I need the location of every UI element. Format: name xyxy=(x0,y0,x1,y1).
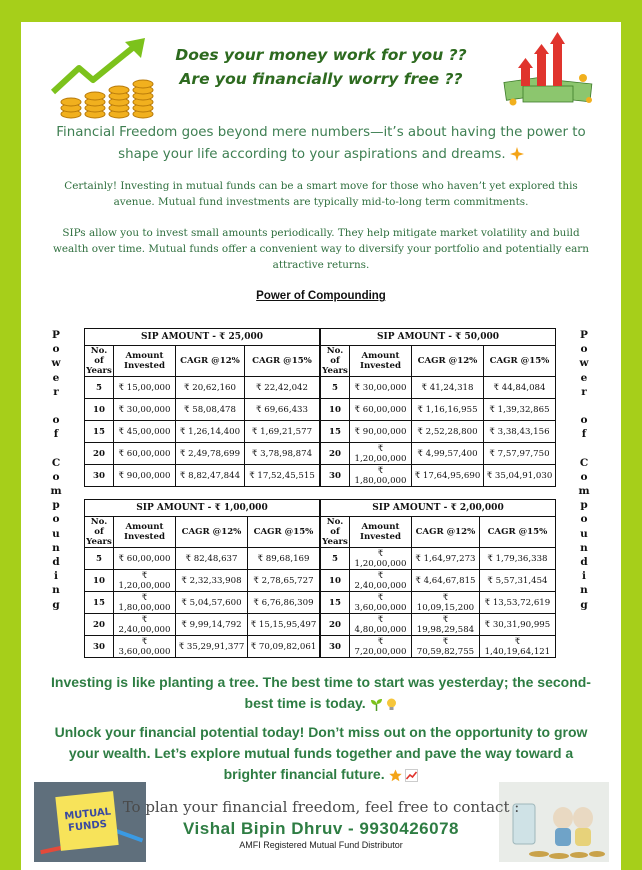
table-row xyxy=(321,636,556,658)
table-cell: ₹ 20,62,160 xyxy=(176,377,245,399)
contact-subtitle: AMFI Registered Mutual Fund Distributor xyxy=(239,840,403,850)
table-cell: ₹ 13,53,72,619 xyxy=(479,592,555,614)
table-row xyxy=(85,548,320,570)
chart-up-icon xyxy=(405,769,418,782)
column-header: Amount Invested xyxy=(350,517,412,548)
vertical-letter: i xyxy=(582,570,586,583)
table-cell: ₹ 44,84,084 xyxy=(484,377,556,399)
table-cell: ₹ 60,00,000 xyxy=(114,548,176,570)
table-cell: ₹ 4,99,57,400 xyxy=(412,443,484,465)
table-cell: ₹ 15,00,000 xyxy=(114,377,176,399)
column-header: CAGR @15% xyxy=(484,346,556,377)
table-row xyxy=(85,443,320,465)
vertical-letter: P xyxy=(580,329,588,341)
vertical-letter: n xyxy=(580,541,588,554)
table-cell: ₹ 30,31,90,995 xyxy=(479,614,555,636)
vertical-letter: o xyxy=(580,414,588,427)
money-chart-icon xyxy=(499,28,599,108)
table-row xyxy=(321,592,556,614)
vertical-letter: m xyxy=(578,485,590,498)
table-cell: ₹ 35,04,91,030 xyxy=(484,465,556,487)
paragraph-2: SIPs allow you to invest small amounts periodically. They help mitigate market volatility and build wealth over time. Mutual funds offer a convenient way to diversify your portfolio and potentially earn attractive returns. xyxy=(53,227,589,271)
table-cell: 10 xyxy=(321,570,350,592)
table-cell: ₹ 70,09,82,061 xyxy=(248,636,320,658)
vertical-letter: d xyxy=(580,556,588,568)
sip-table-3 xyxy=(84,499,320,658)
column-header: CAGR @12% xyxy=(176,346,245,377)
table-cell: 30 xyxy=(321,636,350,658)
table-cell: ₹ 2,40,00,000 xyxy=(350,570,412,592)
headline-line-1: Does your money work for you ?? xyxy=(175,46,467,64)
vertical-letter: o xyxy=(52,470,60,483)
table-cell: 5 xyxy=(321,548,350,570)
seedling-icon xyxy=(370,698,383,711)
table-cell: 30 xyxy=(321,465,350,487)
vertical-letter: P xyxy=(52,329,60,341)
vertical-letter: n xyxy=(52,541,60,554)
vertical-letter: n xyxy=(580,584,588,597)
table-cell: 5 xyxy=(321,377,350,399)
vertical-letter: o xyxy=(580,513,588,526)
table-row xyxy=(321,465,556,487)
table-cell: 20 xyxy=(321,443,350,465)
table-row xyxy=(321,377,556,399)
table-cell: ₹ 5,57,31,454 xyxy=(479,570,555,592)
column-header: CAGR @12% xyxy=(412,517,480,548)
table-header-row xyxy=(85,346,320,377)
table-cell: 10 xyxy=(85,399,114,421)
table-row xyxy=(85,592,320,614)
table-cell: 15 xyxy=(321,421,350,443)
sparkle-icon xyxy=(510,147,524,161)
vertical-letter: o xyxy=(580,470,588,483)
table-cell: ₹ 60,00,000 xyxy=(350,399,412,421)
table-cell: ₹ 5,04,57,600 xyxy=(176,592,248,614)
table-cell: ₹ 9,99,14,792 xyxy=(176,614,248,636)
table-cell: ₹ 17,64,95,690 xyxy=(412,465,484,487)
table-cell: 5 xyxy=(85,548,114,570)
sip-table-4 xyxy=(320,499,556,658)
table-header-row xyxy=(85,517,320,548)
table-cell: 20 xyxy=(85,614,114,636)
column-header: No. of Years xyxy=(86,517,112,547)
vertical-letter: g xyxy=(580,598,588,611)
table-cell: ₹ 3,60,00,000 xyxy=(114,636,176,658)
table-cell: ₹ 2,78,65,727 xyxy=(248,570,320,592)
table-cell: 30 xyxy=(85,636,114,658)
section-title: Power of Compounding xyxy=(256,290,386,302)
table-cell: ₹ 8,82,47,844 xyxy=(176,465,245,487)
table-caption: SIP AMOUNT - ₹ 2,00,000 xyxy=(321,500,556,517)
table-cell: 20 xyxy=(321,614,350,636)
table-cell: ₹ 1,80,00,000 xyxy=(114,592,176,614)
table-row xyxy=(85,636,320,658)
table-cell: ₹ 60,00,000 xyxy=(114,443,176,465)
vertical-letter: f xyxy=(53,428,59,441)
vertical-letter xyxy=(577,442,591,456)
vertical-letter: u xyxy=(580,527,588,540)
table-row xyxy=(321,570,556,592)
table-cell: 20 xyxy=(85,443,114,465)
vertical-letter: C xyxy=(579,456,589,469)
vertical-letter: o xyxy=(52,343,60,356)
table-cell: 15 xyxy=(85,421,114,443)
table-header-row xyxy=(321,517,556,548)
table-cell: ₹ 30,00,000 xyxy=(114,399,176,421)
table-cell: 10 xyxy=(321,399,350,421)
vertical-letter: o xyxy=(52,414,60,427)
table-cell: ₹ 58,08,478 xyxy=(176,399,245,421)
table-cell: ₹ 17,52,45,515 xyxy=(245,465,320,487)
table-cell: 15 xyxy=(85,592,114,614)
table-header-row xyxy=(321,346,556,377)
table-cell: ₹ 4,80,00,000 xyxy=(350,614,412,636)
table-cell: ₹ 1,20,00,000 xyxy=(350,548,412,570)
table-cell: ₹ 89,68,169 xyxy=(248,548,320,570)
quote-text: Investing is like planting a tree. The best time to start was yesterday; the second-best time is today. xyxy=(51,674,591,711)
vertical-letter: e xyxy=(580,371,588,384)
table-cell: ₹ 7,20,00,000 xyxy=(350,636,412,658)
column-header: CAGR @12% xyxy=(412,346,484,377)
table-cell: ₹ 2,32,33,908 xyxy=(176,570,248,592)
table-cell: ₹ 3,38,43,156 xyxy=(484,421,556,443)
headline-line-2: Are you financially worry free ?? xyxy=(179,70,463,88)
vertical-letter: p xyxy=(580,499,588,512)
table-cell: ₹ 1,20,00,000 xyxy=(114,570,176,592)
table-row xyxy=(85,377,320,399)
table-cell: ₹ 22,42,042 xyxy=(245,377,320,399)
table-cell: ₹ 10,09,15,200 xyxy=(412,592,480,614)
table-cell: ₹ 82,48,637 xyxy=(176,548,248,570)
vertical-text-right xyxy=(577,328,591,612)
table-cell: ₹ 1,16,16,955 xyxy=(412,399,484,421)
column-header: No. of Years xyxy=(86,346,112,376)
table-cell: ₹ 19,98,29,584 xyxy=(412,614,480,636)
table-row xyxy=(85,465,320,487)
vertical-letter: i xyxy=(54,570,58,583)
table-cell: ₹ 70,59,82,755 xyxy=(412,636,480,658)
table-cell: ₹ 4,64,67,815 xyxy=(412,570,480,592)
table-row xyxy=(85,570,320,592)
table-row xyxy=(321,443,556,465)
table-cell: ₹ 7,57,97,750 xyxy=(484,443,556,465)
vertical-letter: g xyxy=(52,598,60,611)
vertical-text-left xyxy=(49,328,63,612)
table-cell: ₹ 15,15,95,497 xyxy=(248,614,320,636)
vertical-letter xyxy=(49,399,63,413)
table-cell: ₹ 30,00,000 xyxy=(350,377,412,399)
table-cell: ₹ 41,24,318 xyxy=(412,377,484,399)
table-cell: ₹ 1,80,00,000 xyxy=(350,465,412,487)
vertical-letter: C xyxy=(51,456,61,469)
table-cell: ₹ 1,69,21,577 xyxy=(245,421,320,443)
table-cell: ₹ 3,78,98,874 xyxy=(245,443,320,465)
table-cell: ₹ 1,64,97,273 xyxy=(412,548,480,570)
intro-text-content: Financial Freedom goes beyond mere numbers—it’s about having the power to shape your life according to your aspirations and dreams. xyxy=(56,125,586,162)
vertical-letter: p xyxy=(52,499,60,512)
table-cell: ₹ 1,79,36,338 xyxy=(479,548,555,570)
vertical-letter xyxy=(49,442,63,456)
sip-table-1 xyxy=(84,328,320,487)
table-row xyxy=(321,399,556,421)
vertical-letter: o xyxy=(52,513,60,526)
star-icon xyxy=(389,769,402,782)
table-cell: ₹ 90,00,000 xyxy=(114,465,176,487)
table-cell: ₹ 6,76,86,309 xyxy=(248,592,320,614)
table-cell: ₹ 35,29,91,377 xyxy=(176,636,248,658)
quote xyxy=(41,672,601,714)
table-cell: ₹ 1,39,32,865 xyxy=(484,399,556,421)
unlock-text xyxy=(41,722,601,785)
table-caption: SIP AMOUNT - ₹ 1,00,000 xyxy=(85,500,320,517)
table-cell: ₹ 69,66,433 xyxy=(245,399,320,421)
table-row xyxy=(321,614,556,636)
table-cell: ₹ 1,20,00,000 xyxy=(350,443,412,465)
table-cell: ₹ 90,00,000 xyxy=(350,421,412,443)
table-row xyxy=(85,399,320,421)
contact-name: Vishal Bipin Dhruv - 9930426078 xyxy=(183,819,459,838)
table-cell: ₹ 2,40,00,000 xyxy=(114,614,176,636)
table-cell: ₹ 2,49,78,699 xyxy=(176,443,245,465)
table-row xyxy=(321,421,556,443)
vertical-letter: o xyxy=(580,343,588,356)
poster xyxy=(21,22,621,870)
column-header: CAGR @15% xyxy=(248,517,320,548)
column-header: No. of Years xyxy=(322,346,348,376)
table-caption: SIP AMOUNT - ₹ 50,000 xyxy=(321,329,556,346)
table-cell: 10 xyxy=(85,570,114,592)
table-row xyxy=(321,548,556,570)
vertical-letter: m xyxy=(50,485,62,498)
vertical-letter xyxy=(577,399,591,413)
table-cell: ₹ 3,60,00,000 xyxy=(350,592,412,614)
column-header: No. of Years xyxy=(322,517,348,547)
vertical-letter: r xyxy=(581,385,587,398)
column-header: Amount Invested xyxy=(114,346,176,377)
table-row xyxy=(85,421,320,443)
sip-table-2 xyxy=(320,328,556,487)
column-header: CAGR @15% xyxy=(479,517,555,548)
intro-text xyxy=(51,122,591,166)
vertical-letter: w xyxy=(51,357,61,370)
table-cell: ₹ 45,00,000 xyxy=(114,421,176,443)
vertical-letter: e xyxy=(52,371,60,384)
table-row xyxy=(85,614,320,636)
sticky-note-text: MUTUAL FUNDS xyxy=(63,806,112,834)
table-cell: 30 xyxy=(85,465,114,487)
table-caption: SIP AMOUNT - ₹ 25,000 xyxy=(85,329,320,346)
table-cell: ₹ 1,40,19,64,121 xyxy=(479,636,555,658)
table-cell: 15 xyxy=(321,592,350,614)
contact-text: To plan your financial freedom, feel free to contact : xyxy=(122,798,520,816)
table-cell: 5 xyxy=(85,377,114,399)
vertical-letter: d xyxy=(52,556,60,568)
vertical-letter: u xyxy=(52,527,60,540)
unlock-text-content: Unlock your financial potential today! Don’t miss out on the opportunity to grow your wealth. Let’s explore mutual funds together and pave the way toward a brighter financial future. xyxy=(54,724,588,782)
bulb-icon xyxy=(386,698,397,711)
table-cell: ₹ 1,26,14,400 xyxy=(176,421,245,443)
vertical-letter: r xyxy=(53,385,59,398)
table-cell: ₹ 2,52,28,800 xyxy=(412,421,484,443)
vertical-letter: f xyxy=(581,428,587,441)
vertical-letter: n xyxy=(52,584,60,597)
column-header: CAGR @15% xyxy=(245,346,320,377)
column-header: Amount Invested xyxy=(350,346,412,377)
column-header: CAGR @12% xyxy=(176,517,248,548)
paragraph-1: Certainly! Investing in mutual funds can be a smart move for those who haven’t yet explored this avenue. Mutual fund investments are typically mid-to-long term commitments. xyxy=(64,180,578,208)
column-header: Amount Invested xyxy=(114,517,176,548)
vertical-letter: w xyxy=(579,357,589,370)
